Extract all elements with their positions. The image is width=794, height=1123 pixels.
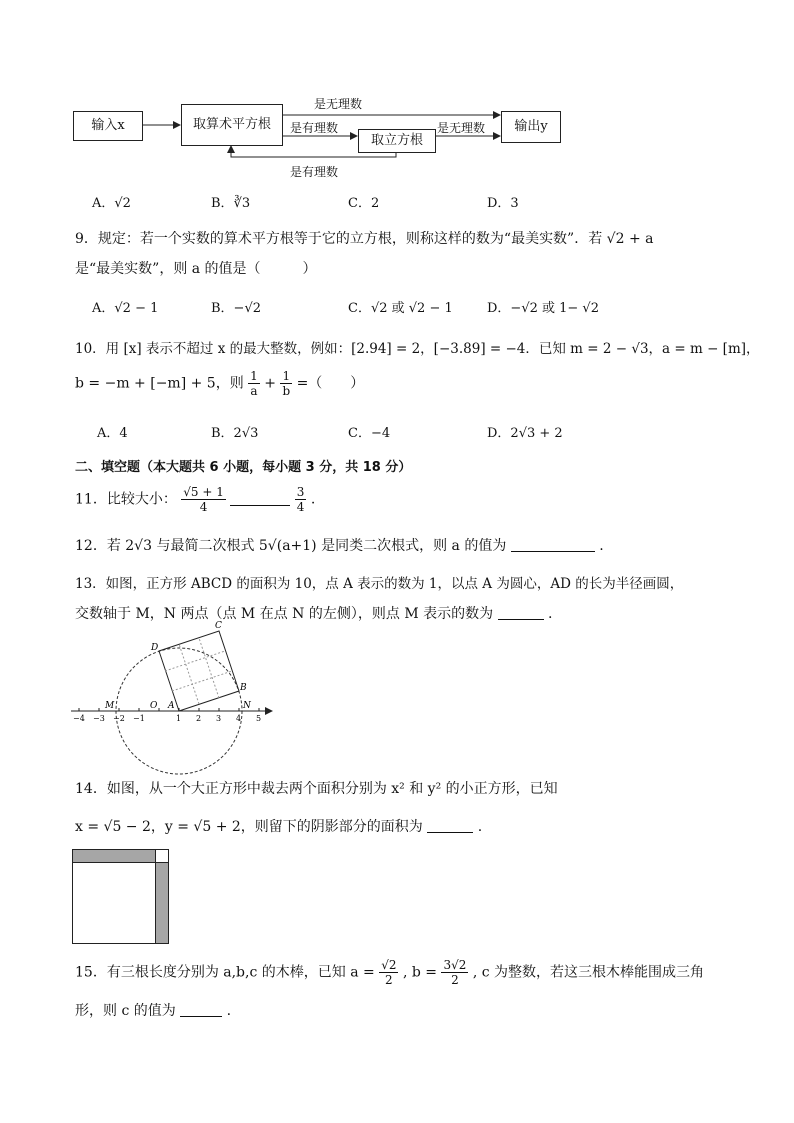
q13-axis-tick-label: 1	[176, 714, 182, 723]
q12-text: 12．若 2√3 与最简二次根式 5√(a+1) 是同类二次根式，则 a 的值为	[75, 538, 507, 554]
q10-line2	[75, 369, 364, 398]
q12-end: .	[599, 538, 604, 554]
q15-end: .	[226, 1003, 232, 1019]
q14-small-square	[73, 863, 156, 944]
q9-option-d: D．−√2 或 1− √2	[487, 301, 599, 316]
q11-frac-left: $\frac{√5 + 1}{4}$	[183, 485, 224, 514]
q10-option-b: B．2√3	[211, 426, 259, 441]
q14-shaded-right	[156, 863, 169, 944]
q10-plus: +	[264, 375, 276, 392]
q13-point-B: B	[240, 683, 247, 693]
q13-axis-tick-label: 2	[196, 714, 202, 723]
q14-shaded-top	[73, 850, 156, 863]
flow-mid-right-label: 是无理数	[437, 121, 486, 135]
q13-axis-tick-label: −2	[113, 714, 125, 723]
q14-line1: 14．如图，从一个大正方形中裁去两个面积分别为 x² 和 y² 的小正方形，已知	[75, 781, 558, 797]
flowchart-arrows	[0, 0, 794, 200]
q9-line1: 9．规定：若一个实数的算术平方根等于它的立方根，则称这样的数为“最美实数”．若 √2 + a	[75, 231, 654, 247]
q11-frac-right: $\frac{3}{4}$	[296, 485, 305, 514]
q12-line	[75, 535, 604, 555]
q15-line1	[75, 958, 704, 987]
q13-axis-tick-label: −4	[73, 714, 85, 723]
q8-option-d: D．3	[487, 196, 519, 211]
q15-line2	[75, 1000, 231, 1020]
q10-option-c: C．−4	[348, 426, 391, 441]
q15-line2-text: 形，则 c 的值为	[75, 1003, 176, 1019]
q14-end: .	[477, 819, 483, 835]
q9-option-c: C．√2 或 √2 − 1	[348, 301, 453, 316]
q14-figure	[72, 849, 172, 945]
q13-point-A: A	[168, 701, 175, 711]
q13-point-N: N	[243, 701, 251, 711]
q14-corner-square	[156, 850, 169, 863]
q13-line2	[75, 603, 552, 623]
flow-top-label: 是无理数	[314, 97, 363, 111]
q13-point-C: C	[215, 621, 222, 631]
q10-frac-1a: $\frac{1}{a}$	[250, 369, 258, 398]
q13-point-D: D	[151, 643, 159, 653]
q14-answer-blank[interactable]	[427, 818, 473, 833]
q10-frac-1b: $\frac{1}{b}$	[282, 369, 291, 398]
q11-end: .	[310, 491, 316, 508]
q15-frac-b: $\frac{3√2}{2}$	[443, 958, 467, 987]
q13-answer-blank[interactable]	[498, 605, 544, 620]
q10-line2-pre: b = −m + [−m] + 5，则	[75, 375, 244, 392]
q15-line1-pre: 15．有三根长度分别为 a,b,c 的木棒，已知 a =	[75, 964, 375, 981]
q13-axis-tick-label: 4	[236, 714, 242, 723]
q10-line1: 10．用 [x] 表示不超过 x 的最大整数，例如：[2.94] = 2，[−3.89] = −4．已知 m = 2 − √3，a = m − [m]，	[75, 341, 760, 357]
q13-square	[159, 631, 239, 711]
q13-line1: 13．如图，正方形 ABCD 的面积为 10，点 A 表示的数为 1，以点 A 为圆心，AD 的长为半径画圆，	[75, 576, 684, 592]
q13-point-O: O	[150, 701, 158, 711]
q13-point-M: M	[105, 701, 115, 711]
q14-line2	[75, 816, 482, 836]
q12-answer-blank[interactable]	[511, 537, 595, 552]
q10-option-a: A．4	[97, 426, 128, 441]
q15-answer-blank[interactable]	[180, 1002, 222, 1017]
q10-line2-post: =（ ）	[296, 375, 365, 392]
q8-option-b: B．∛3	[211, 196, 251, 211]
flow-sqrt-label: 取算术平方根	[192, 117, 271, 132]
q15-mid: , b =	[402, 964, 437, 981]
q15-frac-a: $\frac{√2}{2}$	[381, 958, 397, 987]
q9-option-a: A．√2 − 1	[92, 301, 159, 316]
q11-answer-blank[interactable]	[230, 491, 290, 506]
q13-line2-text: 交数轴于 M，N 两点（点 M 在点 N 的左侧），则点 M 表示的数为	[75, 606, 494, 622]
q13-axis-tick-label: −3	[93, 714, 105, 723]
flow-input-label: 输入x	[91, 118, 125, 133]
q11-pre: 11．比较大小：	[75, 491, 177, 508]
flow-mid-left-label: 是有理数	[290, 121, 339, 135]
q8-option-a: A．√2	[92, 196, 131, 211]
flow-cbrt-label: 取立方根	[370, 133, 423, 148]
q13-end: .	[548, 606, 553, 622]
q11-line	[75, 485, 315, 514]
q13-axis-tick-label: −1	[133, 714, 145, 723]
section2-heading: 二、填空题（本大题共 6 小题，每小题 3 分，共 18 分）	[75, 460, 412, 475]
q14-line2-text: x = √5 − 2，y = √5 + 2，则留下的阴影部分的面积为	[75, 819, 423, 835]
q13-axis-tick-label: 5	[256, 714, 262, 723]
q9-line2: 是“最美实数”，则 a 的值是（ ）	[75, 261, 317, 277]
flow-output-label: 输出y	[514, 119, 548, 134]
q8-option-c: C．2	[348, 196, 380, 211]
q9-option-b: B．−√2	[211, 301, 262, 316]
q10-option-d: D．2√3 + 2	[487, 426, 563, 441]
q15-line1-post: , c 为整数，若这三根木棒能围成三角	[472, 964, 705, 981]
q13-axis-tick-label: 3	[216, 714, 222, 723]
flow-bottom-label: 是有理数	[290, 165, 339, 179]
q13-figure	[65, 621, 285, 768]
